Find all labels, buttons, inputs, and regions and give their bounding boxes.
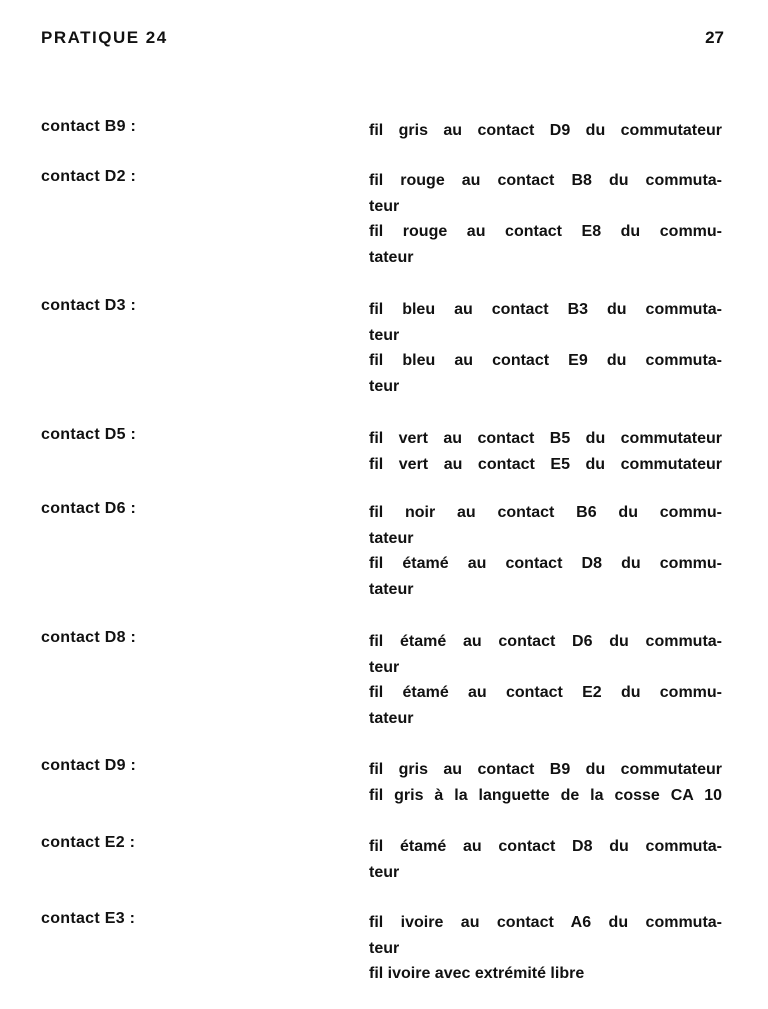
wire-description	[369, 834, 722, 885]
contact-label: contact D9 :	[41, 757, 137, 774]
wire-description	[369, 757, 722, 808]
description-line: teur	[369, 939, 400, 957]
running-header-title: PRATIQUE 24	[41, 28, 168, 47]
contact-label: contact E3 :	[41, 910, 136, 927]
contact-label: contact D5 :	[41, 426, 137, 443]
description-line: fil rouge au contact B8 du commuta-	[369, 172, 722, 189]
description-line: tateur	[369, 249, 414, 267]
description-line: fil étamé au contact E2 du commu-	[369, 684, 722, 702]
description-line: fil étamé au contact D6 du commuta-	[369, 633, 722, 650]
contact-label: contact D2 :	[41, 168, 137, 185]
description-line: fil vert au contact B5 du commutateur	[369, 430, 722, 447]
contact-label: contact E2 :	[41, 834, 136, 851]
description-line: teur	[369, 863, 400, 881]
wire-description	[369, 118, 722, 144]
description-line: fil gris au contact D9 du commutateur	[369, 122, 722, 139]
description-line: fil bleu au contact B3 du commuta-	[369, 301, 722, 318]
description-line: fil ivoire avec extrémité libre	[369, 965, 585, 983]
wire-description	[369, 168, 722, 271]
description-line: teur	[369, 326, 400, 344]
description-line: fil gris à la languette de la cosse CA 10	[369, 786, 722, 804]
wire-description	[369, 500, 722, 603]
wire-description	[369, 910, 722, 987]
contact-label: contact D6 :	[41, 500, 137, 517]
description-line: tateur	[369, 710, 414, 728]
description-line: fil gris au contact B9 du commutateur	[369, 761, 722, 778]
description-line: fil étamé au contact D8 du commu-	[369, 555, 722, 573]
description-line: fil noir au contact B6 du commu-	[369, 504, 722, 521]
description-line: tateur	[369, 529, 414, 547]
description-line: teur	[369, 197, 400, 215]
description-line: teur	[369, 658, 400, 676]
description-line: fil étamé au contact D8 du commuta-	[369, 838, 722, 855]
contact-label: contact D8 :	[41, 629, 137, 646]
description-line: fil rouge au contact E8 du commu-	[369, 223, 722, 241]
wire-description	[369, 297, 722, 400]
contact-label: contact B9 :	[41, 118, 137, 135]
wire-description	[369, 629, 722, 732]
page-number: 27	[705, 28, 724, 47]
description-line: fil vert au contact E5 du commutateur	[369, 455, 722, 473]
description-line: tateur	[369, 581, 414, 599]
wire-description	[369, 426, 722, 477]
description-line: fil bleu au contact E9 du commuta-	[369, 352, 722, 370]
description-line: fil ivoire au contact A6 du commuta-	[369, 914, 722, 931]
contact-label: contact D3 :	[41, 297, 137, 314]
description-line: teur	[369, 378, 400, 396]
